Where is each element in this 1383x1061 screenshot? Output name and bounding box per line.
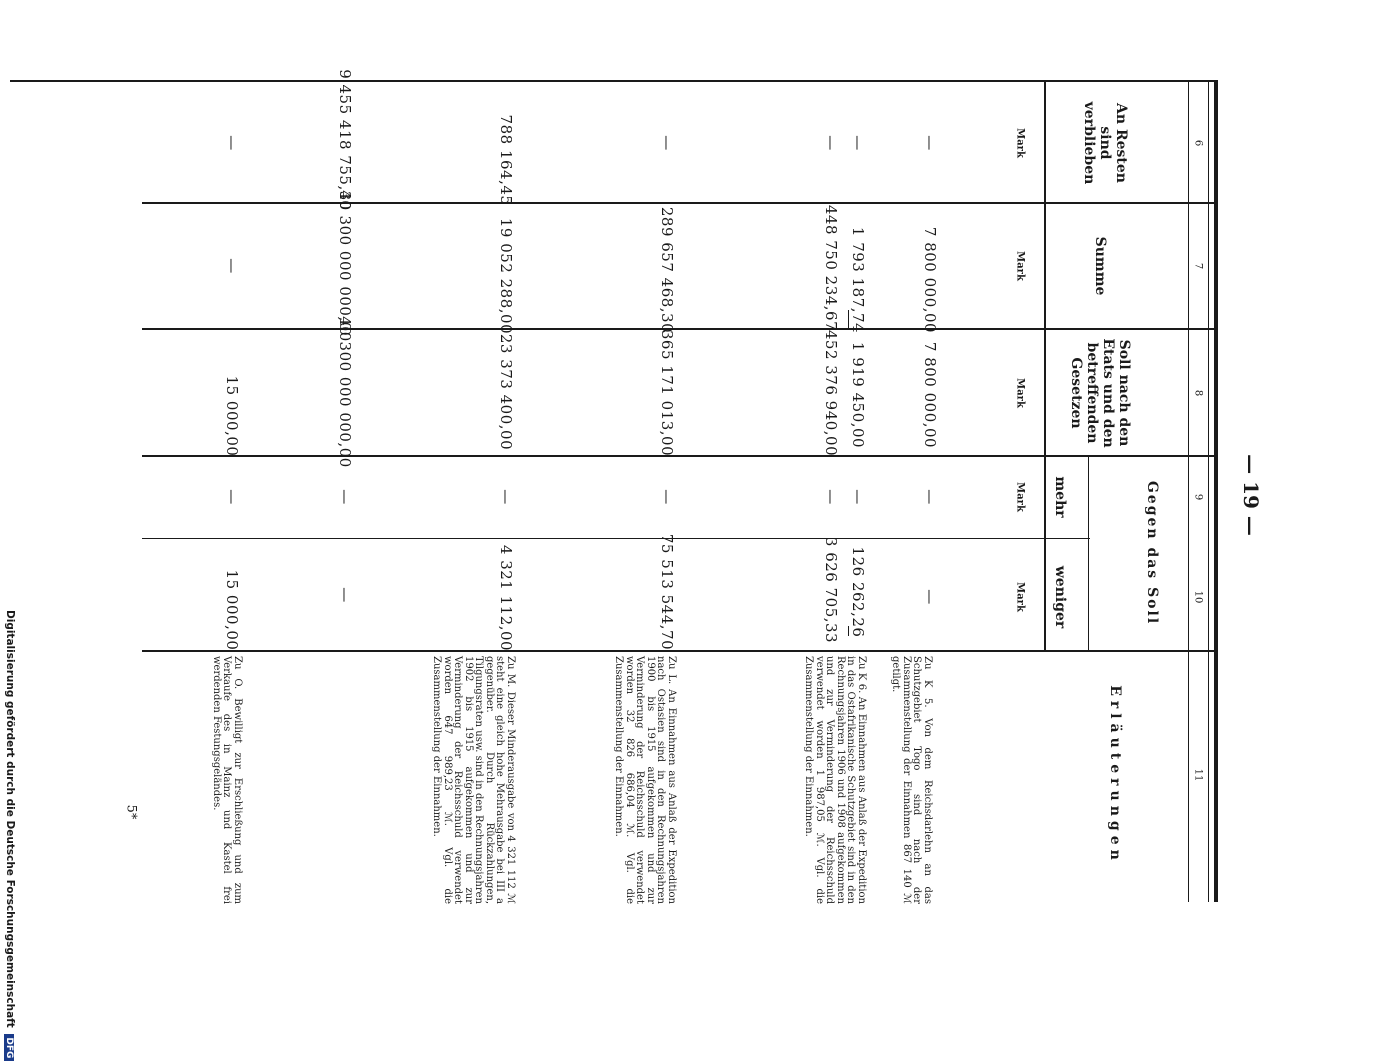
column-number-rule: [1188, 82, 1189, 902]
row5-c6: 9 455 418 755,30: [336, 69, 354, 211]
row3-c8: 365 171 013,00: [658, 329, 676, 457]
unit-col-9: Mark: [1014, 482, 1026, 512]
signature-mark: 5*: [123, 804, 139, 820]
header-col-6: An Resten sind verblieben: [1080, 101, 1130, 185]
unit-col-6: Mark: [1014, 128, 1026, 158]
row5-c9: —: [336, 489, 354, 505]
row5-c8: 40 300 000 000,00: [336, 316, 354, 468]
row5-c10: —: [336, 587, 354, 603]
row4-c9: —: [497, 489, 515, 505]
group-header-rule: [1088, 455, 1089, 652]
col-sep-9-10: [142, 538, 1090, 539]
row6-c7: —: [223, 258, 241, 274]
row1-c8: 1 919 450,00: [849, 341, 867, 449]
footer-text: Digitalisierung gefördert durch die Deutsche Forschungsgemeinschaft: [4, 610, 16, 1028]
col-number-7: 7: [1192, 262, 1204, 270]
row1-c7: 1 793 187,74: [849, 226, 867, 334]
note-l-text: Zu L. An Einnahmen aus Anlaß der Expedition nach Ostasien sind in den Rechnungsjahren 1900 bis 1915 aufgekommen und zur Verminderung der Reichsschuld verwendet worden 32 826 686,04 ℳ. Vgl. die Zusammenstellung der Einnahmen.: [613, 656, 677, 904]
row3-c9: —: [658, 489, 676, 505]
row4-c10: 4 321 112,00: [497, 544, 515, 652]
table-edge-top: [10, 80, 1218, 82]
row3-c10: 75 513 544,70: [658, 533, 676, 651]
col-sep-6-7: [142, 202, 1218, 204]
row1-c6: —: [849, 135, 867, 151]
row2-c10: 3 626 705,33: [822, 536, 840, 644]
row0-c10: —: [921, 589, 939, 605]
row1-c9: —: [849, 489, 867, 505]
row6-c10: 15 000,00: [223, 569, 241, 651]
note-k5: [887, 656, 932, 904]
note-o: [208, 656, 243, 904]
digitization-footer: [4, 610, 16, 1061]
col-sep-7-8: [142, 328, 1218, 330]
row5-c7: 40 300 000 000,00: [336, 190, 354, 342]
unit-col-7: Mark: [1014, 251, 1026, 281]
row0-c8: 7 800 000,00: [921, 341, 939, 449]
row0-c9: —: [921, 489, 939, 505]
note-k6-text: Zu K 6. An Einnahmen aus Anlaß der Expedition in das Ostafrikanische Schutzgebiet sind in den Rechnungsjahren 1906 und 1908 aufgekommen und zur Verminderung der Reichsschuld verwendet worden 1 987,05 ℳ. Vgl. die Zusammenstellung der Einnahmen.: [803, 656, 867, 904]
row0-c7: 7 800 000,00: [921, 226, 939, 334]
col-sep-10-11: [142, 650, 1218, 652]
dfg-logo-icon: DFG: [4, 1034, 14, 1061]
row4-c6: 788 164,45: [497, 114, 515, 206]
row6-c9: —: [223, 489, 241, 505]
row3-c6: —: [658, 135, 676, 151]
col-number-6: 6: [1192, 139, 1204, 147]
row4-c8: 23 373 400,00: [497, 333, 515, 451]
note-m-text: Zu M. Dieser Minderausgabe von 4 321 112 ℳ steht eine gleich hohe Mehrausgabe bei III a gegenüber. Durch Rückzahlungen, Tilgungsraten usw. sind in den Rechnungsjahren 1902 bis 1915 aufgekommen und zur Verminderung der Reichsschuld verwendet worden 647 989,23 ℳ. Vgl. die Zusammenstellung der Einnahmen.: [431, 656, 516, 904]
note-m: [428, 656, 515, 904]
col-number-10: 10: [1192, 590, 1204, 604]
row2-c6: —: [822, 135, 840, 151]
row3-c7: 289 657 468,30: [658, 206, 676, 334]
header-col-9: mehr: [1052, 476, 1069, 518]
row6-c6: —: [223, 135, 241, 151]
row4-c7: 19 052 288,00: [497, 217, 515, 335]
table-rule-outer: [1214, 82, 1218, 902]
page-number: — 19 —: [1239, 454, 1263, 536]
header-col-11: Erläuterungen: [1107, 685, 1124, 865]
note-k5-text: Zu K 5. Von dem Reichsdarlehn an das Schutzgebiet Togo sind nach der Zusammenstellung der Einnahmen 867 140 ℳ getilgt.: [890, 656, 933, 904]
row2-c8: 452 376 940,00: [822, 329, 840, 457]
row2-c7: 448 750 234,67: [822, 204, 840, 332]
col-number-9: 9: [1192, 493, 1204, 501]
row6-c8: 15 000,00: [223, 375, 241, 457]
header-body-rule: [1044, 82, 1046, 652]
row2-c9: —: [822, 489, 840, 505]
col-number-11: 11: [1192, 768, 1204, 782]
row0-c6: —: [921, 135, 939, 151]
unit-col-10: Mark: [1014, 582, 1026, 612]
note-k6: [800, 656, 866, 904]
note-o-text: Zu O. Bewilligt zur Erschließung und zum Verkaufe des in Mainz und Kastel frei werdenden Festungsgeländes.: [211, 656, 243, 904]
header-col-7: Summe: [1092, 236, 1109, 296]
header-col-10: weniger: [1052, 565, 1069, 629]
unit-col-8: Mark: [1014, 378, 1026, 408]
header-group-gegen: Gegen das Soll: [1144, 480, 1161, 626]
note-l: [610, 656, 676, 904]
col-number-8: 8: [1192, 389, 1204, 397]
row1-c10: 126 262,26: [849, 546, 867, 638]
col-sep-8-9: [142, 455, 1218, 457]
header-col-8: Soll nach den Etats und den betreffenden Gesetzen: [1067, 338, 1133, 448]
table-rule-inner: [1208, 82, 1209, 902]
